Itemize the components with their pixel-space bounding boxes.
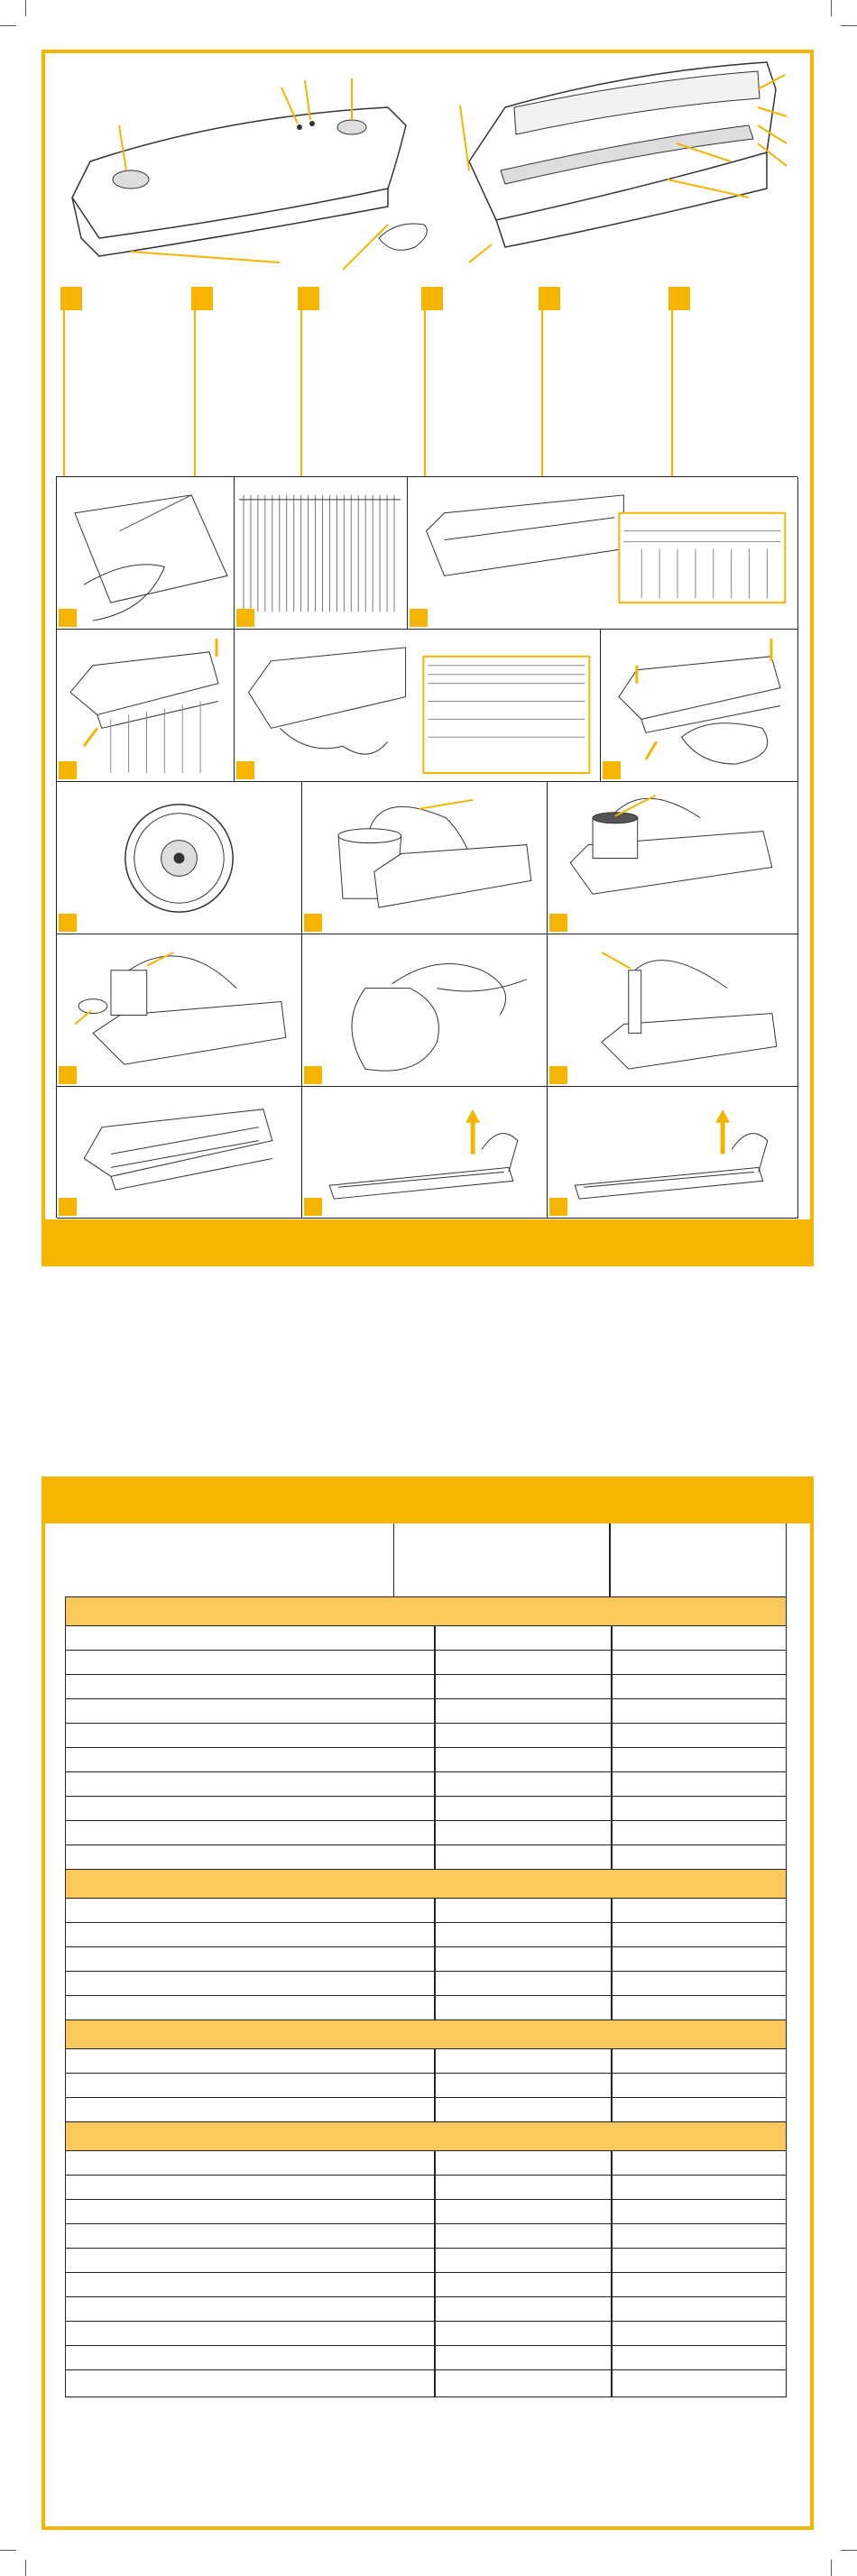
table-row — [66, 1972, 786, 1996]
table-row — [66, 2370, 786, 2395]
step-badge — [549, 914, 567, 932]
table-header-column-box — [610, 1523, 787, 1597]
table-column-divider — [611, 2151, 613, 2397]
table-row — [66, 2322, 786, 2346]
step-badge — [549, 1198, 567, 1216]
table-column-divider — [434, 1899, 436, 2020]
table-column-divider — [434, 2049, 436, 2122]
step-number-square — [298, 287, 319, 310]
step-cell — [302, 1087, 548, 1219]
step-number-square — [60, 287, 82, 310]
table-row — [66, 1923, 786, 1947]
crop-mark — [0, 25, 16, 26]
step-cell — [601, 630, 798, 782]
crop-mark — [841, 25, 857, 26]
table-row — [66, 1699, 786, 1724]
table-row — [66, 1724, 786, 1748]
step-cell — [57, 782, 302, 934]
step-badge — [236, 761, 254, 779]
table-row — [66, 1996, 786, 2020]
table-row — [66, 1947, 786, 1972]
table-row — [66, 2176, 786, 2200]
step-cell — [548, 1087, 798, 1219]
table-section-header — [66, 1597, 786, 1626]
table-row — [66, 2049, 786, 2074]
step-cell — [302, 934, 548, 1087]
step-cell — [548, 934, 798, 1087]
table-section-header — [66, 1870, 786, 1899]
crop-mark — [25, 2560, 26, 2576]
crop-mark — [0, 2550, 16, 2551]
step-cell — [408, 477, 798, 630]
table-row — [66, 2074, 786, 2098]
table-row — [66, 1845, 786, 1870]
leader-line — [424, 310, 426, 480]
table-row — [66, 2200, 786, 2224]
table-row — [66, 2224, 786, 2249]
step-badge — [59, 914, 77, 932]
step-badge — [304, 914, 322, 932]
table-row — [66, 1748, 786, 1772]
step-badge — [236, 609, 254, 627]
table-row — [66, 1651, 786, 1675]
vacuum-sealer-drawing — [45, 53, 810, 288]
table-row — [66, 2098, 786, 2122]
step-badge — [59, 609, 77, 627]
leader-line — [671, 310, 673, 480]
step-cell — [57, 1087, 302, 1219]
table-column-divider — [611, 2049, 613, 2122]
step-badge — [549, 1066, 567, 1084]
table-row — [66, 1899, 786, 1923]
table-row — [66, 2151, 786, 2176]
table-row — [66, 1675, 786, 1699]
step-badge — [603, 761, 621, 779]
table-column-divider — [434, 2151, 436, 2397]
table-column-divider — [434, 1626, 436, 1870]
crop-mark — [831, 0, 832, 16]
table-row — [66, 1772, 786, 1797]
table-section-header — [66, 2122, 786, 2151]
step-badge — [59, 1066, 77, 1084]
step-cell — [57, 630, 235, 782]
step-illustration-grid — [56, 476, 797, 1218]
table-row — [66, 1821, 786, 1845]
crop-mark — [25, 0, 26, 16]
step-badge — [59, 761, 77, 779]
table-row — [66, 2297, 786, 2322]
page-header-band — [41, 1477, 814, 1523]
step-badge — [410, 609, 428, 627]
step-cell — [57, 934, 302, 1087]
step-cell — [57, 477, 235, 630]
table-row — [66, 1626, 786, 1651]
table-header-column-box — [393, 1523, 610, 1597]
table-column-divider — [611, 1626, 613, 1870]
spec-table — [65, 1596, 787, 2397]
table-row — [66, 2273, 786, 2297]
step-badge — [304, 1066, 322, 1084]
step-badge — [304, 1198, 322, 1216]
step-badge — [59, 1198, 77, 1216]
step-number-square — [191, 287, 213, 310]
leader-line — [194, 310, 196, 480]
step-number-square — [539, 287, 560, 310]
leader-line — [63, 310, 65, 480]
table-column-divider — [611, 1899, 613, 2020]
crop-mark — [831, 2560, 832, 2576]
step-number-square — [668, 287, 690, 310]
leader-line — [300, 310, 302, 480]
table-row — [66, 1797, 786, 1821]
product-overview-illustration — [45, 53, 810, 288]
step-cell — [548, 782, 798, 934]
step-cell — [235, 477, 408, 630]
step-cell — [302, 782, 548, 934]
table-row — [66, 2249, 786, 2273]
leader-line — [541, 310, 543, 480]
table-row — [66, 2346, 786, 2370]
page-footer-band — [41, 1219, 814, 1266]
crop-mark — [841, 2550, 857, 2551]
table-section-header — [66, 2020, 786, 2049]
step-number-square — [421, 287, 443, 310]
step-cell — [235, 630, 601, 782]
